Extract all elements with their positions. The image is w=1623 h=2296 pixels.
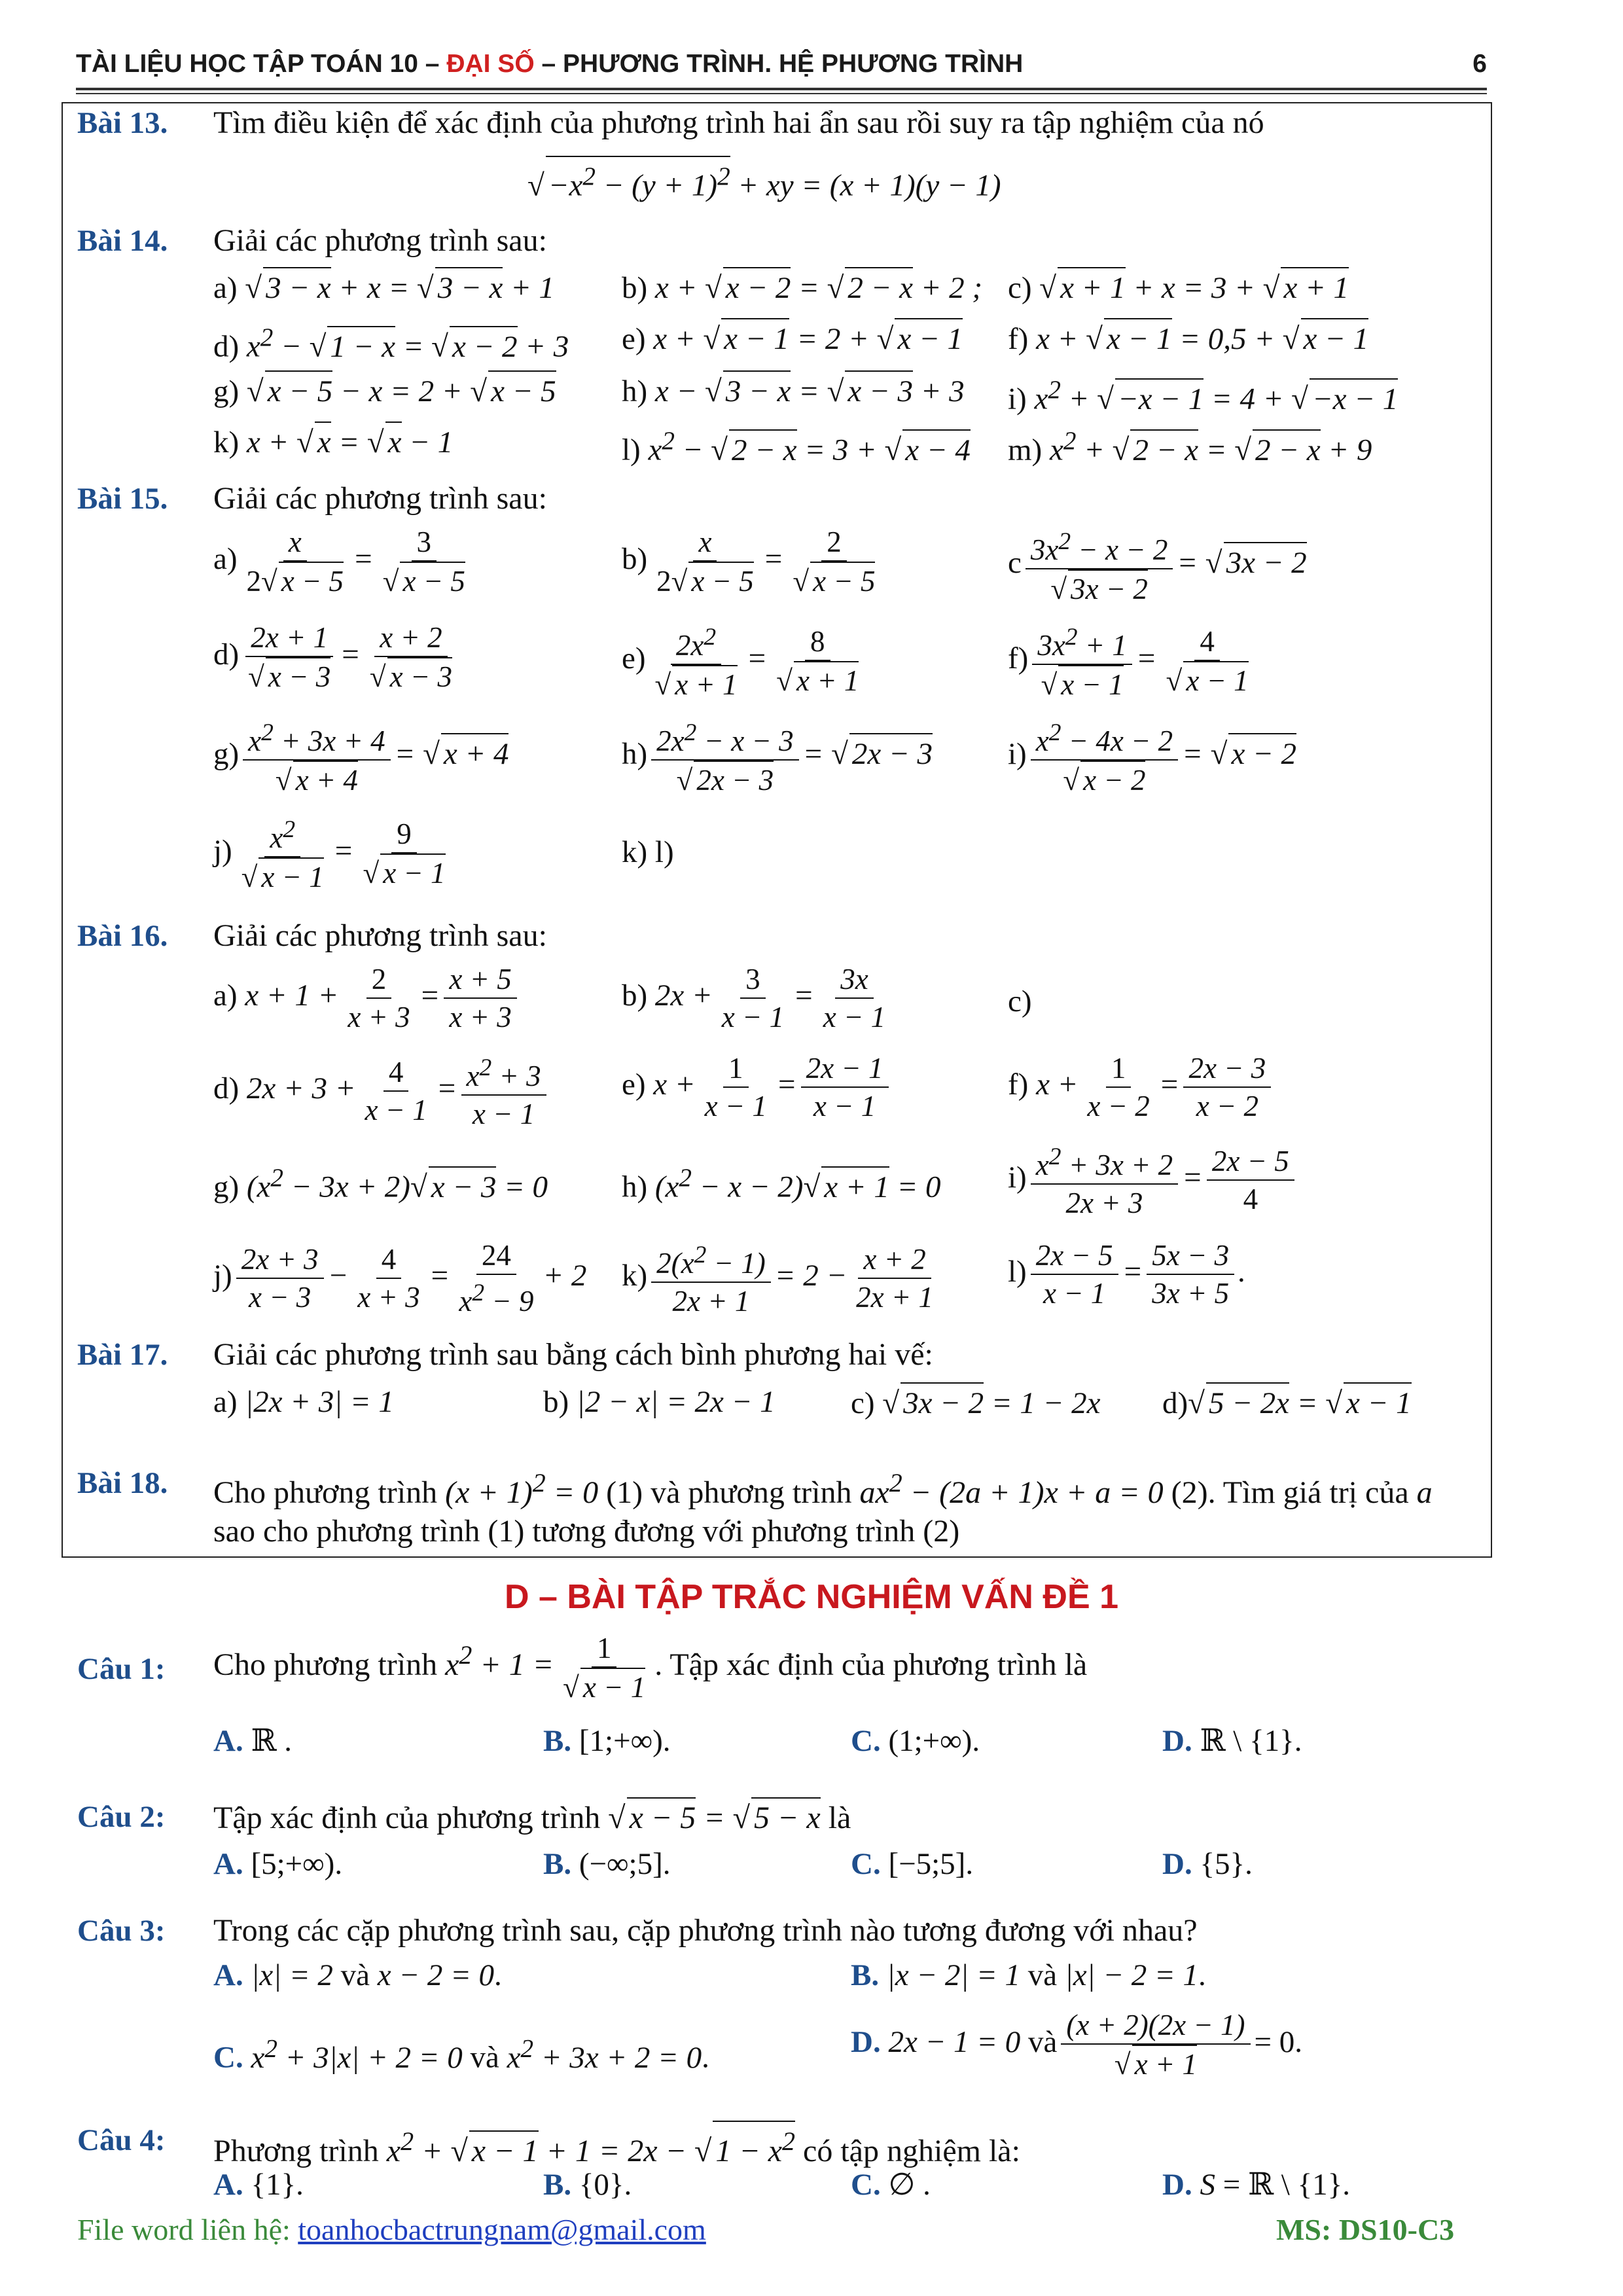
q2-option-d[interactable]: D. {5}. bbox=[1162, 1847, 1253, 1881]
page-header bbox=[76, 50, 1487, 86]
header-rule bbox=[76, 88, 1487, 90]
page-number: 6 bbox=[1472, 50, 1487, 78]
q4-label: Câu 4: bbox=[77, 2123, 166, 2157]
b18-text4: sao cho phương trình (1) tương đương với phương trình (2) bbox=[213, 1514, 960, 1549]
b16-c: c) bbox=[1008, 984, 1032, 1018]
footer-code: MS: DS10-C3 bbox=[1276, 2213, 1455, 2246]
b14-c: c) √ x + 1 + x = 3 + √ x + 1 bbox=[1008, 267, 1349, 308]
q3-option-a[interactable]: A. |x| = 2 và x − 2 = 0. bbox=[213, 1958, 502, 1992]
q3-and-d: và bbox=[1028, 2024, 1058, 2059]
q1-text2: . Tập xác định của phương trình là bbox=[654, 1647, 1088, 1683]
b18-label: Bài 18. bbox=[77, 1466, 168, 1500]
b14-b: b) x + √ x − 2 = √ 2 − x + 2 ; bbox=[622, 267, 982, 308]
b14-g: g) √ x − 5 − x = 2 + √ x − 5 bbox=[213, 370, 556, 411]
b14-l: l) $x^2$ − √ 2 − x = 3 + √ x − 4 bbox=[622, 422, 971, 470]
q4-text2: có tập nghiệm là: bbox=[803, 2134, 1020, 2168]
b17-b: b) |2 − x| = 2x − 1 bbox=[543, 1385, 776, 1419]
b16-text: Giải các phương trình sau: bbox=[213, 918, 547, 953]
b17-a: a) |2x + 3| = 1 bbox=[213, 1385, 394, 1419]
b15-kl: k) l) bbox=[622, 835, 674, 869]
q2-option-a[interactable]: A. [5;+∞). bbox=[213, 1847, 343, 1881]
b16-j: j) $\frac{2x + 3}{x - 3}$ − $\frac{4}{x + 3}$ = $\frac{24}{x^2 - 9}$ + 2 bbox=[213, 1237, 586, 1319]
q2-stem: Tập xác định của phương trình √ x − 5 = √ 5 − x là bbox=[213, 1797, 851, 1838]
q3-and-b: và bbox=[1027, 1958, 1058, 1992]
q3-option-d[interactable]: D. 2x − 1 = 0 và $\frac{(x + 2)(2x - 1)}{√ x + 1}$ = 0. bbox=[851, 2007, 1302, 2083]
b18-text1: Cho phương trình bbox=[213, 1475, 438, 1510]
q3-option-b[interactable]: B. |x − 2| = 1 và |x| − 2 = 1. bbox=[851, 1958, 1206, 1992]
q4-option-d[interactable]: D. S = ℝ \ {1}. bbox=[1162, 2168, 1350, 2202]
footer-text: File word liên hệ: bbox=[77, 2213, 298, 2246]
b16-label: Bài 16. bbox=[77, 919, 168, 953]
header-topic: ĐẠI SỐ bbox=[446, 50, 535, 78]
b14-k: k) x + √ x = √ x − 1 bbox=[213, 422, 453, 462]
q1-option-b[interactable]: B. [1;+∞). bbox=[543, 1724, 671, 1758]
b16-i: i) $\frac{x^2 + 3x + 2}{2x + 3}$ = $\frac{2x - 5}{4}$ bbox=[1008, 1139, 1298, 1221]
b15-f: f) $\frac{3x^2 + 1}{√ x - 1}$ = $\frac{4}{√ x - 1}$ bbox=[1008, 619, 1258, 703]
b13-label: Bài 13. bbox=[77, 106, 168, 140]
q3-text: Trong các cặp phương trình sau, cặp phương trình nào tương đương với nhau? bbox=[213, 1913, 1198, 1948]
q1-stem: Cho phương trình $x^2 + 1$ = $\frac{1}{√ x - 1}$ . Tập xác định của phương trình là bbox=[213, 1630, 1087, 1706]
q1-option-d[interactable]: D. ℝ \ {1}. bbox=[1162, 1724, 1302, 1758]
q4-option-c[interactable]: C. ∅ . bbox=[851, 2168, 931, 2202]
b16-f: f) x + $\frac{1}{x - 2}$ = $\frac{2x - 3}{x - 2}$ bbox=[1008, 1050, 1275, 1124]
b14-f: f) x + √ x − 1 = 0,5 + √ x − 1 bbox=[1008, 318, 1368, 359]
b17-c: c) √ 3x − 2 = 1 − 2x bbox=[851, 1382, 1100, 1423]
b14-d: d) $x^2$ − √ 1 − x = √ x − 2 + 3 bbox=[213, 318, 569, 367]
q4-option-b[interactable]: B. {0}. bbox=[543, 2168, 632, 2202]
header-rule-thin bbox=[76, 93, 1487, 94]
b16-b: b) 2x + $\frac{3}{x - 1}$ = $\frac{3x}{x - 1}$ bbox=[622, 961, 895, 1035]
b16-a: a) x + 1 + $\frac{2}{x + 3}$ = $\frac{x + 5}{x + 3}$ bbox=[213, 961, 521, 1035]
b17-d: d)√ 5 − 2x = √ x − 1 bbox=[1162, 1382, 1412, 1423]
b14-label: Bài 14. bbox=[77, 224, 168, 258]
b16-g: g) $(x^2 - 3x + 2)√$ x − 3 = 0 bbox=[213, 1158, 548, 1207]
b15-text: Giải các phương trình sau: bbox=[213, 481, 547, 516]
q2-label: Câu 2: bbox=[77, 1800, 166, 1834]
q1-label: Câu 1: bbox=[77, 1652, 166, 1686]
b15-e: e) $\frac{2x^2}{√ x + 1}$ = $\frac{8}{√ x + 1}$ bbox=[622, 619, 868, 703]
q4-option-a[interactable]: A. {1}. bbox=[213, 2168, 304, 2202]
b15-label: Bài 15. bbox=[77, 482, 168, 516]
q1-text1: Cho phương trình bbox=[213, 1647, 438, 1683]
b15-b: b) $\frac{x}{2√ x - 5}$ = $\frac{2}{√ x - 5}$ bbox=[622, 524, 884, 600]
q1-option-a[interactable]: A. ℝ . bbox=[213, 1724, 293, 1758]
b15-a: a) $\frac{x}{2√ x - 5}$ = $\frac{3}{√ x - 5}$ bbox=[213, 524, 474, 600]
b15-j: j) $\frac{x^2}{√ x - 1}$ = $\frac{9}{√ x - 1}$ bbox=[213, 812, 455, 895]
b14-i: i) $x^2$ + √ −x − 1 = 4 + √ −x − 1 bbox=[1008, 370, 1398, 419]
b13-text: Tìm điều kiện để xác định của phương trình hai ẩn sau rồi suy ra tập nghiệm của nó bbox=[213, 105, 1264, 140]
header-prefix: TÀI LIỆU HỌC TẬP TOÁN 10 – bbox=[76, 50, 447, 78]
b16-l: l) $\frac{2x - 5}{x - 1}$ = $\frac{5x - 3}{3x + 5}$ . bbox=[1008, 1237, 1246, 1312]
b18-text3: (2). Tìm giá trị của bbox=[1171, 1475, 1409, 1510]
header-rest: – PHƯƠNG TRÌNH. HỆ PHƯƠNG TRÌNH bbox=[534, 50, 1024, 78]
b15-g: g) $\frac{x^2 + 3x + 4}{√ x + 4}$ = √ x + 4 bbox=[213, 715, 508, 798]
b15-h: h) $\frac{2x^2 - x - 3}{√ 2x - 3}$ = √ 2x − 3 bbox=[622, 715, 933, 798]
q2-option-b[interactable]: B. (−∞;5]. bbox=[543, 1847, 671, 1881]
q3-and-a: và bbox=[340, 1958, 370, 1992]
q2-option-c[interactable]: C. [−5;5]. bbox=[851, 1847, 974, 1881]
section-title: D – BÀI TẬP TRẮC NGHIỆM VẤN ĐỀ 1 bbox=[504, 1578, 1119, 1616]
q3-and-c: và bbox=[470, 2040, 499, 2075]
b17-text: Giải các phương trình sau bằng cách bình phương hai vế: bbox=[213, 1337, 933, 1372]
b16-d: d) 2x + 3 + $\frac{4}{x - 1}$ = $\frac{x^2 + 3}{x - 1}$ bbox=[213, 1050, 550, 1132]
b18-line1: Cho phương trình $(x + 1)^2 = 0$ (1) và phương trình $ax^2 - (2a + 1)x + a = 0$ (2). Tìm giá trị của a bbox=[213, 1468, 1433, 1510]
q4-stem: Phương trình $x^2$ + √ x − 1 + 1 = 2x − √ $1 - x^2$ có tập nghiệm là: bbox=[213, 2121, 1020, 2171]
b18-text2: (1) và phương trình bbox=[606, 1475, 852, 1510]
b17-label: Bài 17. bbox=[77, 1338, 168, 1372]
b15-d: d) $\frac{2x + 1}{√ x - 3}$ = $\frac{x + 2}{√ x - 3}$ bbox=[213, 619, 461, 695]
q4-text1: Phương trình bbox=[213, 2134, 379, 2168]
b14-a: a) √ 3 − x + x = √ 3 − x + 1 bbox=[213, 267, 554, 308]
b15-c: c $\frac{3x^2 - x - 2}{√ 3x - 2}$ = √ 3x − 2 bbox=[1008, 524, 1307, 607]
b13-equation: √ $-x^2 - (y + 1)^2$ + xy = (x + 1)(y − 1) bbox=[527, 156, 1001, 206]
b14-text: Giải các phương trình sau: bbox=[213, 223, 547, 258]
q2-text2: là bbox=[828, 1801, 851, 1835]
q1-option-c[interactable]: C. (1;+∞). bbox=[851, 1724, 980, 1758]
b14-m: m) $x^2$ + √ 2 − x = √ 2 − x + 9 bbox=[1008, 422, 1372, 470]
b16-e: e) x + $\frac{1}{x - 1}$ = $\frac{2x - 1}{x - 1}$ bbox=[622, 1050, 893, 1124]
b14-h: h) x − √ 3 − x = √ x − 3 + 3 bbox=[622, 370, 965, 411]
b14-e: e) x + √ x − 1 = 2 + √ x − 1 bbox=[622, 318, 963, 359]
b16-h: h) $(x^2 - x - 2)√$ x + 1 = 0 bbox=[622, 1158, 941, 1207]
q2-text1: Tập xác định của phương trình bbox=[213, 1801, 601, 1835]
footer-email-link[interactable]: toanhocbactrungnam@gmail.com bbox=[298, 2213, 706, 2246]
footer-contact bbox=[77, 2212, 706, 2247]
q3-option-c[interactable]: C. $x^2 + 3|x| + 2 = 0$ và $x^2 + 3x + 2 = 0$. bbox=[213, 2034, 709, 2075]
b15-i: i) $\frac{x^2 - 4x - 2}{√ x - 2}$ = √ x − 2 bbox=[1008, 715, 1296, 798]
b16-k: k) $\frac{2(x^2 - 1)}{2x + 1}$ = 2 − $\frac{x + 2}{2x + 1}$ bbox=[622, 1237, 942, 1319]
q3-label: Câu 3: bbox=[77, 1914, 166, 1948]
